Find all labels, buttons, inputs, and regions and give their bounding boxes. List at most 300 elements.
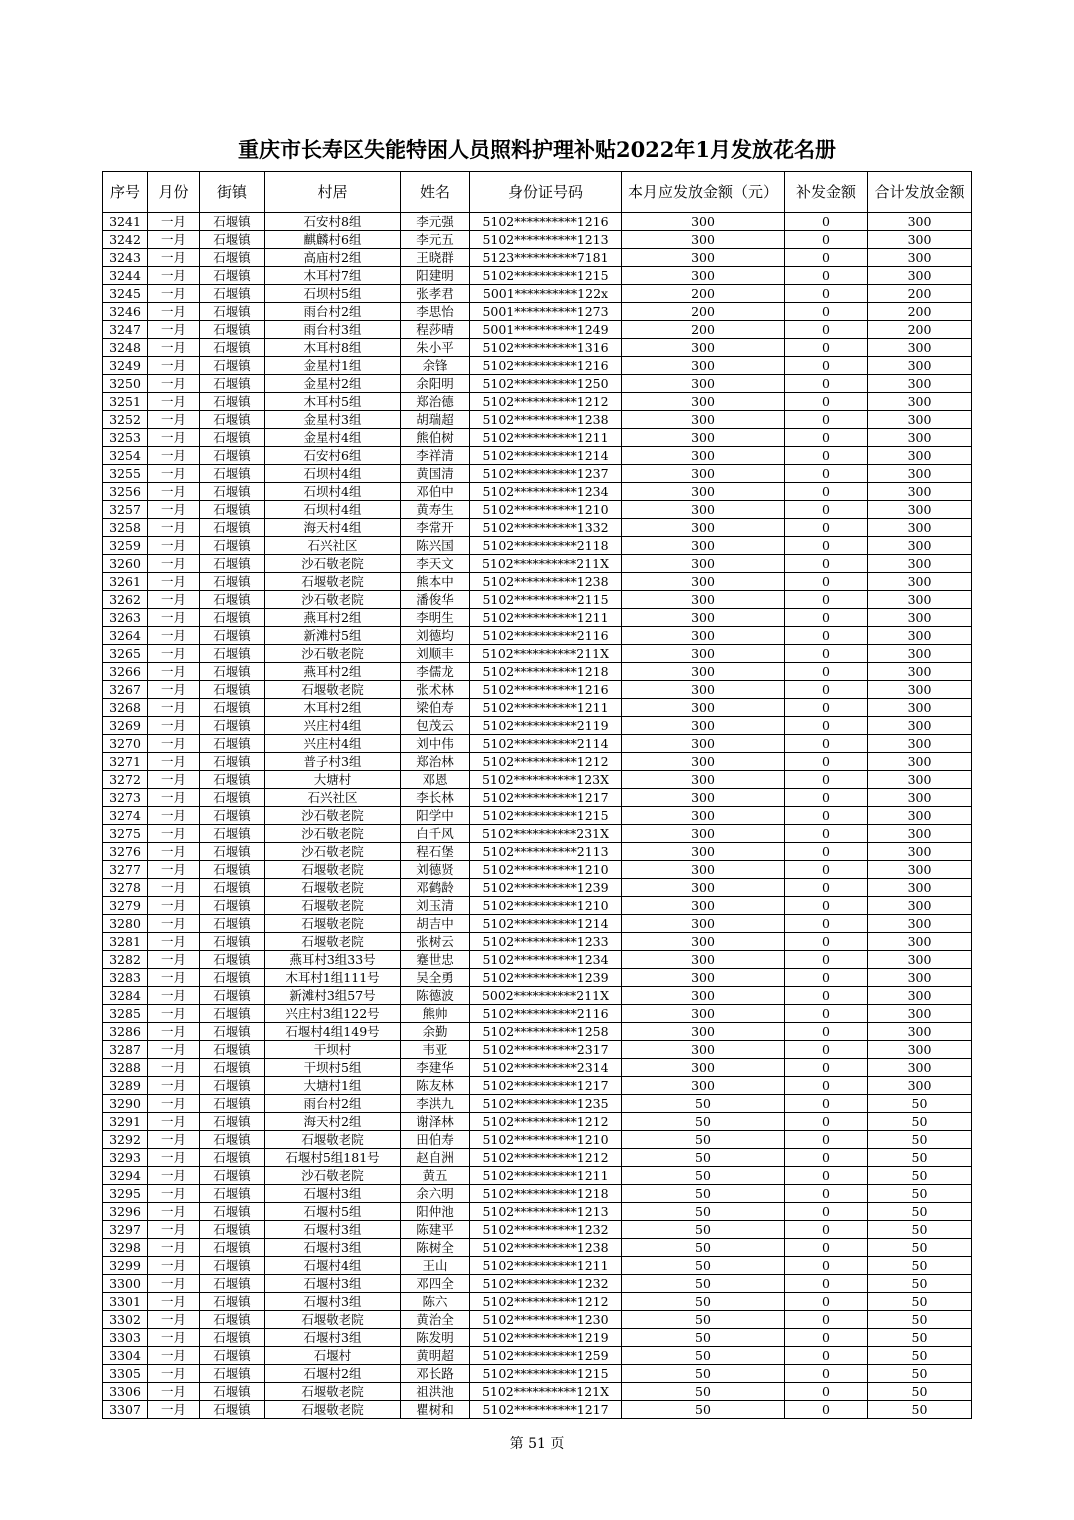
id-number-cell: 5102**********1316 [470,339,622,357]
village-cell: 金星村1组 [265,357,401,375]
town-cell: 石堰镇 [200,573,265,591]
monthly-amount-cell: 300 [622,825,785,843]
total-amount-cell: 300 [868,501,972,519]
id-number-cell: 5001**********1273 [470,303,622,321]
month-cell: 一月 [148,339,200,357]
total-amount-cell: 300 [868,411,972,429]
town-cell: 石堰镇 [200,1185,265,1203]
town-cell: 石堰镇 [200,519,265,537]
name-cell: 陈树全 [401,1239,470,1257]
name-cell: 黄寿生 [401,501,470,519]
monthly-amount-cell: 300 [622,1077,785,1095]
supplement-amount-cell: 0 [785,537,868,555]
supplement-amount-cell: 0 [785,1131,868,1149]
town-cell: 石堰镇 [200,1347,265,1365]
month-cell: 一月 [148,303,200,321]
town-cell: 石堰镇 [200,1239,265,1257]
table-row [103,213,972,231]
supplement-amount-cell: 0 [785,933,868,951]
month-cell: 一月 [148,555,200,573]
total-amount-cell: 50 [868,1257,972,1275]
town-cell: 石堰镇 [200,843,265,861]
village-cell: 普子村3组 [265,753,401,771]
total-amount-cell: 300 [868,1077,972,1095]
village-cell: 沙石敬老院 [265,807,401,825]
village-cell: 高庙村2组 [265,249,401,267]
village-cell: 石堰村 [265,1347,401,1365]
monthly-amount-cell: 300 [622,591,785,609]
total-amount-cell: 50 [868,1311,972,1329]
town-cell: 石堰镇 [200,231,265,249]
name-cell: 郑治德 [401,393,470,411]
id-number-cell: 5102**********1232 [470,1275,622,1293]
supplement-amount-cell: 0 [785,339,868,357]
supplement-amount-cell: 0 [785,267,868,285]
serial-cell: 3261 [103,573,148,591]
supplement-amount-cell: 0 [785,1005,868,1023]
month-cell: 一月 [148,825,200,843]
table-row [103,717,972,735]
village-cell: 大塘村 [265,771,401,789]
month-cell: 一月 [148,645,200,663]
name-cell: 蹇世忠 [401,951,470,969]
village-cell: 石安村6组 [265,447,401,465]
total-amount-cell: 50 [868,1131,972,1149]
name-cell: 李元强 [401,213,470,231]
serial-cell: 3274 [103,807,148,825]
total-amount-cell: 300 [868,843,972,861]
month-cell: 一月 [148,375,200,393]
month-cell: 一月 [148,1023,200,1041]
supplement-amount-cell: 0 [785,393,868,411]
village-cell: 石堰敬老院 [265,1311,401,1329]
name-cell: 李洪九 [401,1095,470,1113]
header-town: 街镇 [200,172,265,213]
name-cell: 邓伯中 [401,483,470,501]
village-cell: 兴庄村4组 [265,717,401,735]
town-cell: 石堰镇 [200,555,265,573]
monthly-amount-cell: 300 [622,213,785,231]
name-cell: 张孝君 [401,285,470,303]
monthly-amount-cell: 50 [622,1203,785,1221]
header-serial: 序号 [103,172,148,213]
serial-cell: 3288 [103,1059,148,1077]
name-cell: 瞿树和 [401,1401,470,1419]
month-cell: 一月 [148,267,200,285]
monthly-amount-cell: 300 [622,483,785,501]
total-amount-cell: 300 [868,339,972,357]
id-number-cell: 5102**********2114 [470,735,622,753]
month-cell: 一月 [148,429,200,447]
village-cell: 沙石敬老院 [265,825,401,843]
id-number-cell: 5102**********1218 [470,663,622,681]
serial-cell: 3302 [103,1311,148,1329]
total-amount-cell: 300 [868,609,972,627]
serial-cell: 3278 [103,879,148,897]
month-cell: 一月 [148,519,200,537]
id-number-cell: 5102**********1213 [470,1203,622,1221]
month-cell: 一月 [148,321,200,339]
supplement-amount-cell: 0 [785,591,868,609]
town-cell: 石堰镇 [200,627,265,645]
table-row [103,573,972,591]
table-row [103,1023,972,1041]
village-cell: 石堰村5组 [265,1203,401,1221]
monthly-amount-cell: 300 [622,915,785,933]
village-cell: 石堰敬老院 [265,1401,401,1419]
supplement-amount-cell: 0 [785,1077,868,1095]
monthly-amount-cell: 300 [622,1023,785,1041]
monthly-amount-cell: 50 [622,1221,785,1239]
village-cell: 石堰敬老院 [265,879,401,897]
total-amount-cell: 200 [868,303,972,321]
supplement-amount-cell: 0 [785,375,868,393]
total-amount-cell: 300 [868,555,972,573]
month-cell: 一月 [148,1311,200,1329]
id-number-cell: 5102**********1215 [470,1365,622,1383]
village-cell: 石堰村3组 [265,1293,401,1311]
name-cell: 祖洪池 [401,1383,470,1401]
monthly-amount-cell: 300 [622,555,785,573]
month-cell: 一月 [148,249,200,267]
name-cell: 张术林 [401,681,470,699]
town-cell: 石堰镇 [200,1401,265,1419]
month-cell: 一月 [148,627,200,645]
supplement-amount-cell: 0 [785,1239,868,1257]
village-cell: 石坝村4组 [265,483,401,501]
total-amount-cell: 300 [868,213,972,231]
supplement-amount-cell: 0 [785,681,868,699]
id-number-cell: 5102**********1258 [470,1023,622,1041]
supplement-amount-cell: 0 [785,609,868,627]
total-amount-cell: 50 [868,1275,972,1293]
town-cell: 石堰镇 [200,969,265,987]
town-cell: 石堰镇 [200,393,265,411]
town-cell: 石堰镇 [200,339,265,357]
serial-cell: 3300 [103,1275,148,1293]
village-cell: 沙石敬老院 [265,591,401,609]
total-amount-cell: 50 [868,1239,972,1257]
total-amount-cell: 200 [868,321,972,339]
town-cell: 石堰镇 [200,807,265,825]
supplement-amount-cell: 0 [785,357,868,375]
supplement-amount-cell: 0 [785,897,868,915]
header-village: 村居 [265,172,401,213]
name-cell: 黄国清 [401,465,470,483]
name-cell: 邓四全 [401,1275,470,1293]
town-cell: 石堰镇 [200,1095,265,1113]
name-cell: 李元五 [401,231,470,249]
supplement-amount-cell: 0 [785,789,868,807]
monthly-amount-cell: 50 [622,1131,785,1149]
total-amount-cell: 300 [868,879,972,897]
total-amount-cell: 300 [868,789,972,807]
month-cell: 一月 [148,1041,200,1059]
month-cell: 一月 [148,1185,200,1203]
id-number-cell: 5102**********1211 [470,1167,622,1185]
town-cell: 石堰镇 [200,681,265,699]
id-number-cell: 5102**********1215 [470,267,622,285]
header-id-number: 身份证号码 [470,172,622,213]
monthly-amount-cell: 50 [622,1293,785,1311]
village-cell: 沙石敬老院 [265,843,401,861]
village-cell: 石堰敬老院 [265,681,401,699]
supplement-amount-cell: 0 [785,627,868,645]
supplement-amount-cell: 0 [785,519,868,537]
table-row [103,1383,972,1401]
serial-cell: 3263 [103,609,148,627]
village-cell: 沙石敬老院 [265,555,401,573]
supplement-amount-cell: 0 [785,321,868,339]
serial-cell: 3256 [103,483,148,501]
month-cell: 一月 [148,771,200,789]
id-number-cell: 5102**********1216 [470,681,622,699]
table-row [103,1401,972,1419]
table-row [103,267,972,285]
supplement-amount-cell: 0 [785,555,868,573]
name-cell: 余锋 [401,357,470,375]
total-amount-cell: 300 [868,735,972,753]
supplement-amount-cell: 0 [785,1059,868,1077]
id-number-cell: 5102**********211X [470,555,622,573]
id-number-cell: 5102**********1219 [470,1329,622,1347]
month-cell: 一月 [148,753,200,771]
table-row [103,1131,972,1149]
id-number-cell: 5102**********2314 [470,1059,622,1077]
town-cell: 石堰镇 [200,1257,265,1275]
town-cell: 石堰镇 [200,465,265,483]
id-number-cell: 5102**********2116 [470,627,622,645]
monthly-amount-cell: 200 [622,303,785,321]
id-number-cell: 5102**********1230 [470,1311,622,1329]
serial-cell: 3289 [103,1077,148,1095]
table-row [103,321,972,339]
table-row [103,375,972,393]
supplement-amount-cell: 0 [785,1383,868,1401]
town-cell: 石堰镇 [200,879,265,897]
total-amount-cell: 300 [868,933,972,951]
supplement-amount-cell: 0 [785,825,868,843]
serial-cell: 3291 [103,1113,148,1131]
month-cell: 一月 [148,915,200,933]
supplement-amount-cell: 0 [785,915,868,933]
village-cell: 石坝村4组 [265,465,401,483]
month-cell: 一月 [148,573,200,591]
monthly-amount-cell: 300 [622,393,785,411]
monthly-amount-cell: 300 [622,843,785,861]
id-number-cell: 5102**********1215 [470,807,622,825]
serial-cell: 3281 [103,933,148,951]
monthly-amount-cell: 50 [622,1185,785,1203]
total-amount-cell: 300 [868,537,972,555]
monthly-amount-cell: 300 [622,627,785,645]
id-number-cell: 5102**********1217 [470,789,622,807]
id-number-cell: 5102**********1233 [470,933,622,951]
name-cell: 李明生 [401,609,470,627]
serial-cell: 3260 [103,555,148,573]
serial-cell: 3273 [103,789,148,807]
table-body [103,213,972,1419]
town-cell: 石堰镇 [200,1113,265,1131]
total-amount-cell: 50 [868,1167,972,1185]
serial-cell: 3244 [103,267,148,285]
table-row [103,771,972,789]
serial-cell: 3264 [103,627,148,645]
supplement-amount-cell: 0 [785,969,868,987]
name-cell: 包茂云 [401,717,470,735]
monthly-amount-cell: 200 [622,321,785,339]
name-cell: 吴全勇 [401,969,470,987]
name-cell: 赵自洲 [401,1149,470,1167]
supplement-amount-cell: 0 [785,303,868,321]
total-amount-cell: 300 [868,807,972,825]
id-number-cell: 5102**********1232 [470,1221,622,1239]
id-number-cell: 5102**********1212 [470,753,622,771]
supplement-amount-cell: 0 [785,1329,868,1347]
town-cell: 石堰镇 [200,375,265,393]
serial-cell: 3297 [103,1221,148,1239]
table-row [103,753,972,771]
id-number-cell: 5102**********1239 [470,969,622,987]
monthly-amount-cell: 300 [622,339,785,357]
supplement-amount-cell: 0 [785,717,868,735]
name-cell: 李思怡 [401,303,470,321]
monthly-amount-cell: 300 [622,951,785,969]
id-number-cell: 5102**********1238 [470,1239,622,1257]
month-cell: 一月 [148,897,200,915]
id-number-cell: 5123**********7181 [470,249,622,267]
id-number-cell: 5102**********1213 [470,231,622,249]
town-cell: 石堰镇 [200,861,265,879]
town-cell: 石堰镇 [200,609,265,627]
total-amount-cell: 300 [868,357,972,375]
village-cell: 新滩村3组57号 [265,987,401,1005]
serial-cell: 3280 [103,915,148,933]
header-month: 月份 [148,172,200,213]
month-cell: 一月 [148,1257,200,1275]
month-cell: 一月 [148,933,200,951]
serial-cell: 3294 [103,1167,148,1185]
total-amount-cell: 300 [868,465,972,483]
month-cell: 一月 [148,843,200,861]
name-cell: 张树云 [401,933,470,951]
serial-cell: 3248 [103,339,148,357]
month-cell: 一月 [148,609,200,627]
name-cell: 刘玉清 [401,897,470,915]
id-number-cell: 5102**********211X [470,645,622,663]
id-number-cell: 5102**********1210 [470,897,622,915]
town-cell: 石堰镇 [200,1329,265,1347]
town-cell: 石堰镇 [200,1383,265,1401]
month-cell: 一月 [148,717,200,735]
monthly-amount-cell: 300 [622,645,785,663]
id-number-cell: 5102**********1217 [470,1401,622,1419]
table-row [103,339,972,357]
village-cell: 兴庄村3组122号 [265,1005,401,1023]
monthly-amount-cell: 300 [622,717,785,735]
town-cell: 石堰镇 [200,1203,265,1221]
total-amount-cell: 300 [868,645,972,663]
table-row [103,735,972,753]
village-cell: 雨台村2组 [265,1095,401,1113]
month-cell: 一月 [148,1203,200,1221]
town-cell: 石堰镇 [200,1167,265,1185]
serial-cell: 3279 [103,897,148,915]
village-cell: 海天村2组 [265,1113,401,1131]
month-cell: 一月 [148,1347,200,1365]
name-cell: 郑治林 [401,753,470,771]
id-number-cell: 5102**********231X [470,825,622,843]
monthly-amount-cell: 300 [622,663,785,681]
name-cell: 李长林 [401,789,470,807]
name-cell: 程莎晴 [401,321,470,339]
serial-cell: 3305 [103,1365,148,1383]
supplement-amount-cell: 0 [785,1023,868,1041]
village-cell: 石堰村3组 [265,1275,401,1293]
table-row [103,591,972,609]
total-amount-cell: 300 [868,951,972,969]
total-amount-cell: 50 [868,1095,972,1113]
monthly-amount-cell: 300 [622,699,785,717]
village-cell: 兴庄村4组 [265,735,401,753]
serial-cell: 3276 [103,843,148,861]
id-number-cell: 5102**********1210 [470,1131,622,1149]
town-cell: 石堰镇 [200,411,265,429]
month-cell: 一月 [148,681,200,699]
header-name: 姓名 [401,172,470,213]
serial-cell: 3286 [103,1023,148,1041]
table-row [103,411,972,429]
supplement-amount-cell: 0 [785,699,868,717]
total-amount-cell: 300 [868,915,972,933]
total-amount-cell: 50 [868,1365,972,1383]
month-cell: 一月 [148,789,200,807]
table-row [103,285,972,303]
table-row [103,897,972,915]
table-row [103,789,972,807]
supplement-amount-cell: 0 [785,1347,868,1365]
name-cell: 李天文 [401,555,470,573]
name-cell: 程石堡 [401,843,470,861]
serial-cell: 3269 [103,717,148,735]
total-amount-cell: 300 [868,717,972,735]
town-cell: 石堰镇 [200,699,265,717]
total-amount-cell: 300 [868,1023,972,1041]
town-cell: 石堰镇 [200,933,265,951]
serial-cell: 3259 [103,537,148,555]
monthly-amount-cell: 300 [622,969,785,987]
table-row [103,609,972,627]
table-row [103,465,972,483]
supplement-amount-cell: 0 [785,753,868,771]
supplement-amount-cell: 0 [785,645,868,663]
village-cell: 金星村2组 [265,375,401,393]
monthly-amount-cell: 50 [622,1113,785,1131]
total-amount-cell: 300 [868,519,972,537]
village-cell: 燕耳村2组 [265,609,401,627]
monthly-amount-cell: 50 [622,1383,785,1401]
header-supplement-amount: 补发金额 [785,172,868,213]
supplement-amount-cell: 0 [785,429,868,447]
name-cell: 李建华 [401,1059,470,1077]
supplement-amount-cell: 0 [785,807,868,825]
serial-cell: 3253 [103,429,148,447]
month-cell: 一月 [148,483,200,501]
town-cell: 石堰镇 [200,213,265,231]
table-row [103,1041,972,1059]
table-row [103,1329,972,1347]
supplement-amount-cell: 0 [785,1185,868,1203]
